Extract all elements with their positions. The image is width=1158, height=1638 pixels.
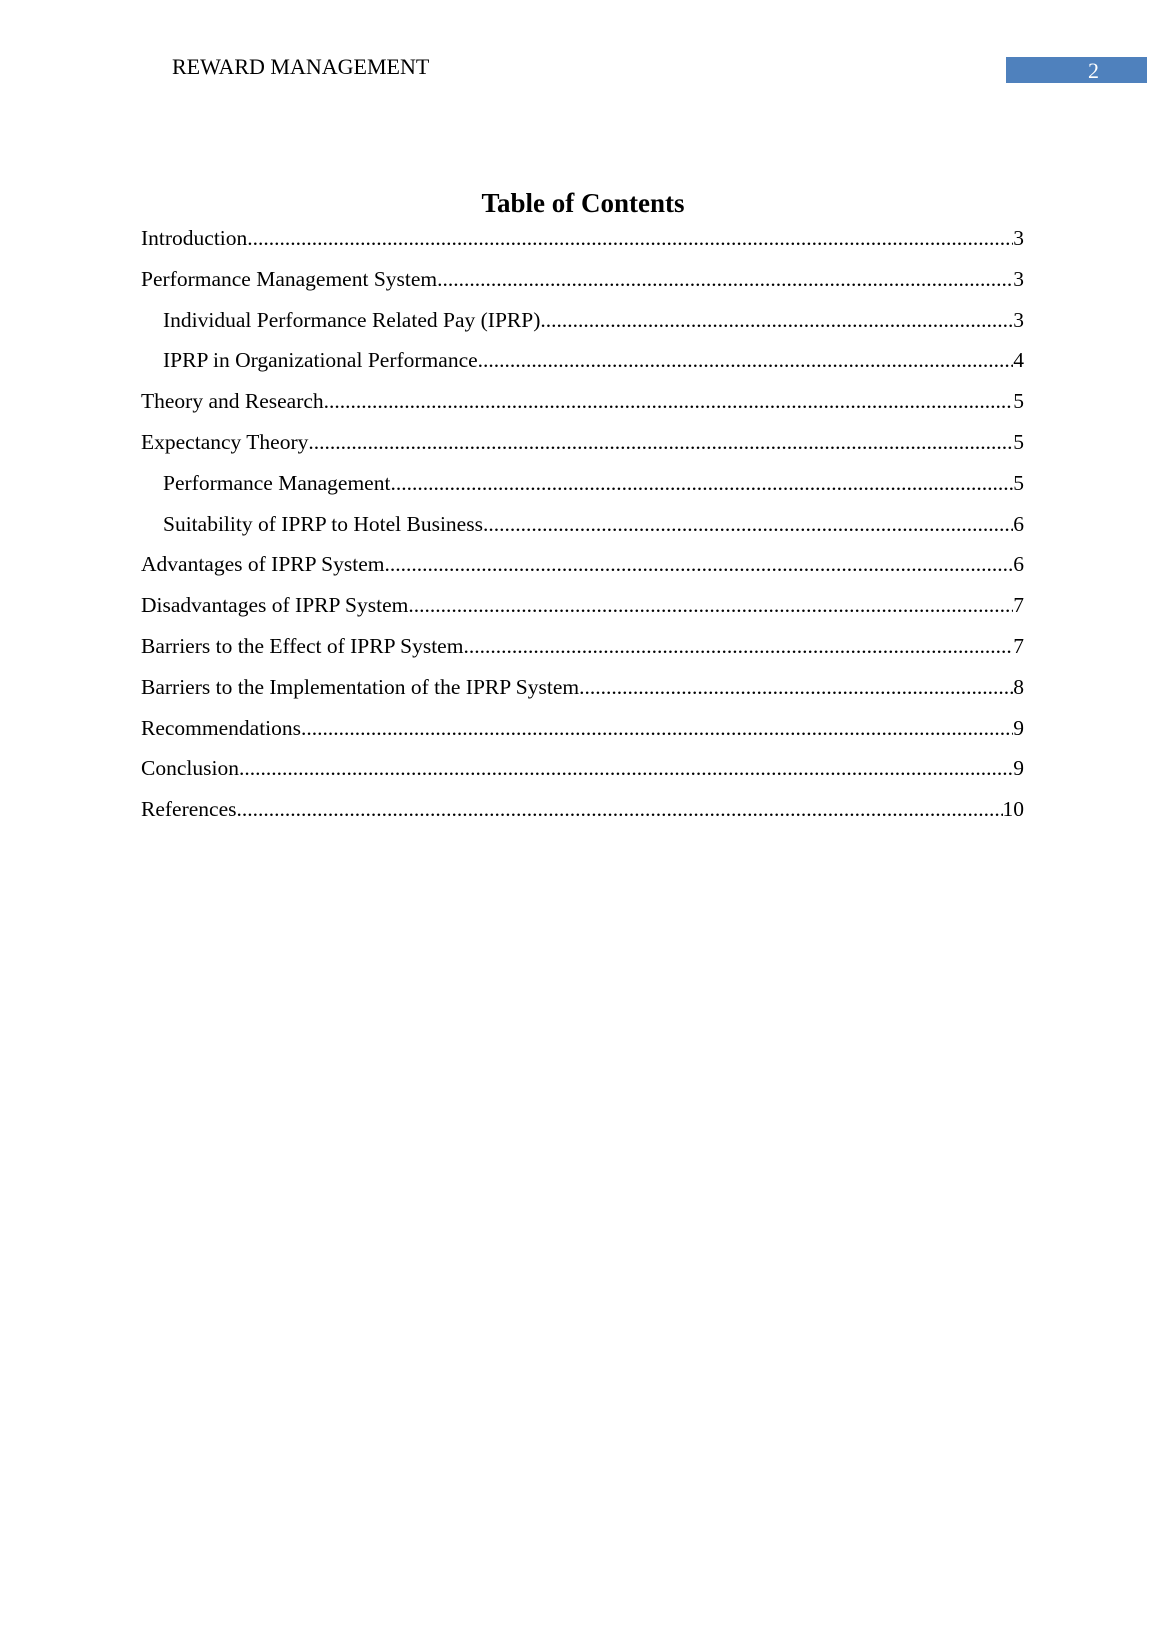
toc-dot-leader (463, 631, 1013, 661)
toc-entry-page: 5 (1013, 429, 1024, 454)
toc-entry-expectancy-theory[interactable] (141, 427, 1024, 468)
toc-dot-leader (308, 427, 1013, 457)
page-number: 2 (1006, 57, 1147, 83)
toc-entry-label: Introduction (141, 226, 248, 250)
toc-entry-label: IPRP in Organizational Performance (163, 348, 478, 373)
toc-entry-label: Expectancy Theory (141, 429, 309, 454)
toc-entry-page: 4 (1013, 348, 1024, 373)
toc-entry-label: Performance Management System (141, 266, 438, 291)
toc-entry-page: 8 (1013, 674, 1024, 699)
toc-entry-label: Recommendations (141, 715, 302, 740)
toc-entry-iprp-organizational-performance[interactable] (141, 345, 1024, 386)
toc-entry-page: 3 (1013, 307, 1024, 332)
toc-entry-performance-management[interactable] (141, 468, 1024, 509)
toc-entry-label: Barriers to the Implementation of the IPRP System (141, 674, 580, 699)
toc-dot-leader (437, 264, 1013, 294)
toc-dot-leader (408, 590, 1013, 620)
toc-dot-leader (239, 753, 1013, 783)
toc-entry-label: Conclusion (141, 756, 239, 781)
toc-dot-leader (237, 794, 1003, 824)
toc-entry-conclusion[interactable] (141, 753, 1024, 794)
toc-entry-performance-management-system[interactable] (141, 264, 1024, 305)
toc-dot-leader (247, 223, 1013, 253)
toc-entry-page: 3 (1013, 266, 1024, 291)
toc-entry-label: Barriers to the Effect of IPRP System (141, 633, 464, 658)
toc-entry-label: Suitability of IPRP to Hotel Business (163, 511, 483, 536)
toc-dot-leader (483, 509, 1013, 539)
toc-entry-page: 6 (1013, 552, 1024, 577)
toc-entry-suitability-hotel-business[interactable] (141, 509, 1024, 550)
toc-dot-leader (579, 672, 1013, 702)
toc-entry-introduction[interactable] (141, 223, 1024, 264)
toc-entry-page: 9 (1013, 756, 1024, 781)
running-head: REWARD MANAGEMENT (172, 54, 430, 79)
toc-entry-page: 5 (1013, 389, 1024, 414)
toc-entry-page: 5 (1013, 470, 1024, 495)
toc-dot-leader (540, 305, 1013, 335)
toc-entry-label: Individual Performance Related Pay (IPRP) (163, 307, 541, 332)
toc-entry-advantages[interactable] (141, 549, 1024, 590)
toc-entry-label: Performance Management (163, 470, 391, 495)
toc-entry-page: 7 (1013, 633, 1024, 658)
toc-entry-page: 7 (1013, 593, 1024, 618)
toc-entry-theory-and-research[interactable] (141, 386, 1024, 427)
toc-dot-leader (324, 386, 1014, 416)
toc-dot-leader (384, 549, 1013, 579)
toc-entry-label: Theory and Research (141, 389, 324, 414)
toc-entry-references[interactable] (141, 794, 1024, 835)
toc-entry-barriers-effect[interactable] (141, 631, 1024, 672)
toc-entry-barriers-implementation[interactable] (141, 672, 1024, 713)
toc-entry-disadvantages[interactable] (141, 590, 1024, 631)
toc-dot-leader (301, 713, 1013, 743)
toc-entry-recommendations[interactable] (141, 713, 1024, 754)
toc-entry-label: Advantages of IPRP System (141, 552, 385, 577)
toc-dot-leader (390, 468, 1013, 498)
toc-entry-page: 10 (1002, 797, 1024, 822)
toc-dot-leader (478, 345, 1014, 375)
toc-entry-page: 3 (1013, 226, 1024, 250)
toc-entry-page: 6 (1013, 511, 1024, 536)
toc-title: Table of Contents (481, 188, 685, 218)
toc-entry-label: Disadvantages of IPRP System (141, 593, 409, 618)
toc-entry-label: References (141, 797, 237, 822)
toc-entry-iprp[interactable] (141, 305, 1024, 346)
table-of-contents (141, 223, 1024, 835)
toc-entry-page: 9 (1013, 715, 1024, 740)
